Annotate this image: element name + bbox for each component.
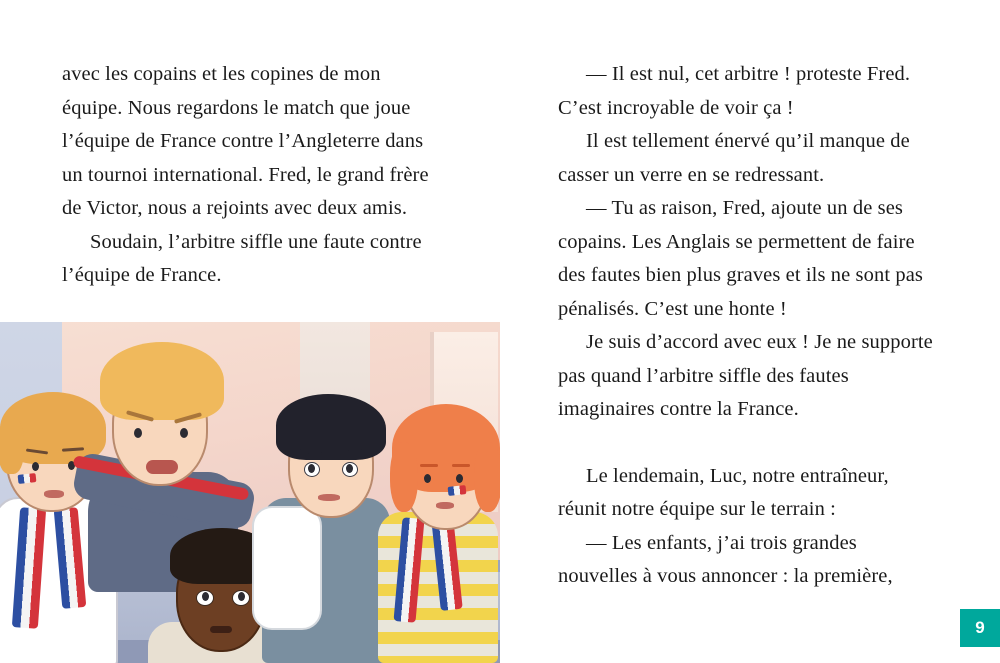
right-column-text <box>558 58 938 594</box>
hair <box>100 342 224 420</box>
pupil <box>238 592 245 601</box>
paragraph: Le lendemain, Luc, notre entraîneur, réunit notre équipe sur le terrain : <box>558 464 889 520</box>
right-column <box>500 0 1000 663</box>
pupil <box>202 592 209 601</box>
paragraph: — Tu as raison, Fred, ajoute un de ses copains. Les Anglais se permettent de faire des fautes bien plus graves et ils ne sont pas pénalisés. C’est une honte ! <box>558 197 923 320</box>
paragraph: avec les copains et les copines de mon équipe. Nous regardons le match que joue l’équipe de France contre l’Angleterre dans un tournoi international. Fred, le grand frère de Victor, nous a rejoints avec deux amis. <box>62 63 429 219</box>
paragraph: — Les enfants, j’ai trois grandes nouvelles à vous annoncer : la première, <box>558 531 893 587</box>
eye <box>180 428 188 438</box>
illustration <box>0 322 500 663</box>
arm <box>252 506 322 630</box>
paragraph: — Il est nul, cet arbitre ! proteste Fred. C’est incroyable de voir ça ! <box>558 63 911 119</box>
hair-side <box>390 442 418 512</box>
paragraph: Soudain, l’arbitre siffle une faute contre l’équipe de France. <box>62 230 422 286</box>
eye <box>134 428 142 438</box>
mouth <box>210 626 232 633</box>
pupil <box>308 464 315 473</box>
hair <box>276 394 386 460</box>
eye <box>424 474 431 483</box>
eye <box>32 462 39 471</box>
pupil <box>346 464 353 473</box>
paragraph: Il est tellement énervé qu’il manque de casser un verre en se redressant. <box>558 130 910 186</box>
eyebrow <box>420 464 438 467</box>
mouth <box>146 460 178 474</box>
left-column-text <box>62 58 442 293</box>
eyebrow <box>452 464 470 467</box>
page-number: 9 <box>960 609 1000 647</box>
mouth <box>318 494 340 501</box>
paragraph: Je suis d’accord avec eux ! Je ne supporte pas quand l’arbitre siffle des fautes imaginaires contre la France. <box>558 331 933 420</box>
hair-side <box>474 442 500 512</box>
eye <box>456 474 463 483</box>
mouth <box>436 502 454 509</box>
hair-side <box>0 418 24 474</box>
face-paint-flag <box>448 485 467 496</box>
mouth <box>44 490 64 498</box>
paragraph-spacer <box>558 427 938 460</box>
face-paint-flag <box>18 473 37 484</box>
